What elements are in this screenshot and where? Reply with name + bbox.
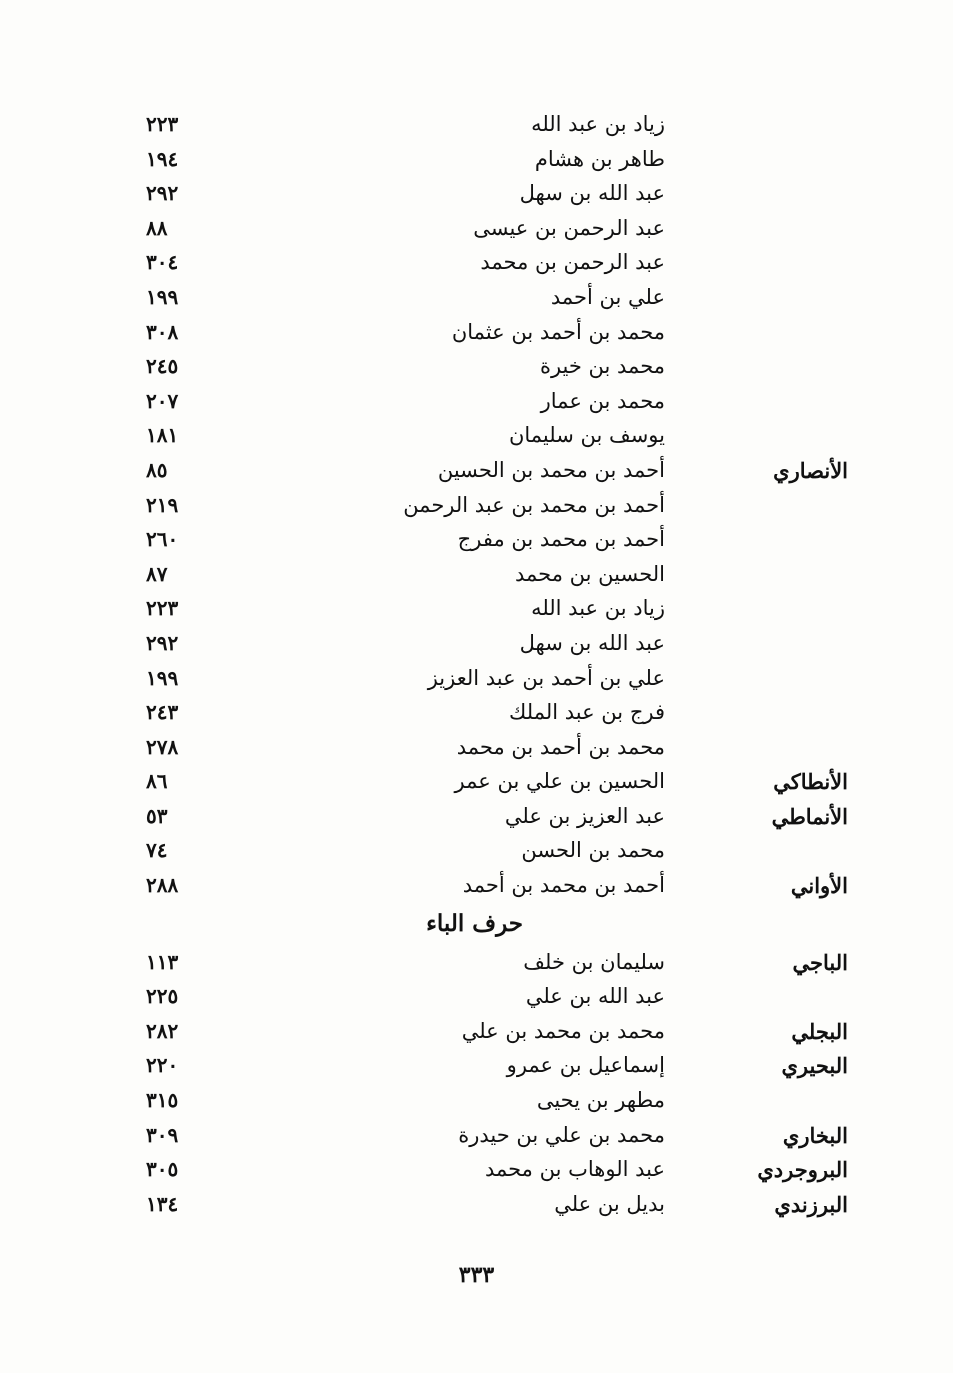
page-reference: ٢٢٣ (146, 112, 179, 136)
page-reference: ٢٧٨ (146, 734, 179, 759)
section-heading: حرف الباء (426, 909, 523, 937)
page-reference: ٢٦٠ (146, 527, 179, 552)
person-name: طاهر بن هشام (534, 146, 665, 171)
page-reference: ٣٠٥ (146, 1157, 179, 1182)
page-reference: ٢٢٥ (146, 984, 179, 1009)
page-reference: ١١٣ (146, 949, 179, 974)
page-reference: ٧٤ (146, 838, 168, 863)
person-name: علي بن أحمد بن عبد العزيز (427, 665, 665, 690)
page-reference: ٨٨ (146, 215, 168, 240)
page-reference: ٨٧ (146, 561, 168, 586)
index-entry (0, 108, 953, 143)
person-name: عبد الله بن سهل (519, 181, 665, 206)
person-name: أحمد بن محمد بن الحسين (437, 457, 665, 482)
index-entry (0, 316, 953, 351)
page-reference: ٣١٥ (146, 1088, 179, 1113)
person-name: زياد بن عبد الله (531, 596, 665, 621)
index-entry (0, 1084, 953, 1119)
page-reference: ١٩٤ (146, 146, 179, 171)
person-name: يوسف بن سليمان (508, 423, 665, 448)
page-reference: ٢٢٣ (146, 596, 179, 621)
index-entry (0, 946, 953, 981)
person-name: أحمد بن محمد بن أحمد (462, 873, 665, 898)
person-name: عبد الله بن علي (525, 984, 665, 1009)
page-number: ٣٣٣ (458, 1262, 495, 1288)
person-name: الحسين بن علي بن عمر (454, 769, 665, 794)
page-reference: ٣٠٤ (146, 250, 179, 275)
person-name: مطهر بن يحيى (536, 1088, 665, 1113)
index-entry (0, 177, 953, 212)
person-name: إسماعيل بن عمرو (506, 1053, 665, 1078)
page-reference: ٢٨٨ (146, 873, 179, 898)
index-entry (0, 523, 953, 558)
index-entry (0, 143, 953, 178)
person-name: محمد بن عمار (540, 388, 665, 413)
person-name: عبد الوهاب بن محمد (484, 1157, 665, 1182)
person-name: أحمد بن محمد بن عبد الرحمن (403, 492, 665, 517)
nisba-label: البخاري (782, 1122, 848, 1148)
index-entry (0, 1015, 953, 1050)
person-name: علي بن أحمد (550, 284, 665, 309)
nisba-label: الأنماطي (771, 803, 848, 829)
index-list (0, 108, 953, 1222)
index-entry (0, 1049, 953, 1084)
nisba-label: البروجردي (757, 1157, 848, 1183)
page-reference: ٢٢٠ (146, 1053, 179, 1078)
index-entry (0, 281, 953, 316)
index-entry (0, 662, 953, 697)
nisba-label: الأواني (790, 873, 848, 899)
index-entry (0, 627, 953, 662)
index-entry (0, 834, 953, 869)
person-name: عبد الرحمن بن محمد (480, 250, 665, 275)
index-entry (0, 558, 953, 593)
person-name: عبد الله بن سهل (519, 630, 665, 655)
index-entry (0, 980, 953, 1015)
person-name: محمد بن علي بن حيدرة (458, 1122, 665, 1147)
page-reference: ١٩٩ (146, 665, 179, 690)
index-entry (0, 869, 953, 904)
page-reference: ٨٥ (146, 457, 168, 482)
person-name: سليمان بن خلف (523, 949, 665, 974)
index-entry (0, 696, 953, 731)
page-reference: ١٩٩ (146, 284, 179, 309)
section-heading-row (0, 904, 953, 946)
nisba-label: البجلي (791, 1018, 848, 1044)
person-name: محمد بن أحمد بن محمد (456, 734, 665, 759)
page-reference: ٢١٩ (146, 492, 179, 517)
page-reference: ٥٣ (146, 803, 168, 828)
person-name: الحسين بن محمد (515, 561, 665, 586)
person-name: عبد العزيز بن علي (504, 803, 665, 828)
page-reference: ٢٤٥ (146, 354, 179, 379)
page-reference: ٢٨٢ (146, 1018, 179, 1043)
index-entry (0, 592, 953, 627)
page-reference: ٣٠٩ (146, 1122, 179, 1147)
person-name: محمد بن خيرة (539, 354, 665, 379)
person-name: فرج بن عبد الملك (509, 700, 665, 725)
person-name: محمد بن أحمد بن عثمان (451, 319, 665, 344)
nisba-label: الباجي (792, 949, 848, 975)
index-entry (0, 1119, 953, 1154)
person-name: محمد بن محمد بن علي (461, 1018, 665, 1043)
person-name: بديل بن علي (554, 1191, 665, 1216)
index-entry (0, 800, 953, 835)
page-reference: ٨٦ (146, 769, 168, 794)
nisba-label: الأنطاكي (773, 769, 848, 795)
nisba-label: الأنصاري (773, 457, 848, 483)
index-entry (0, 246, 953, 281)
person-name: محمد بن الحسن (521, 838, 665, 863)
page-reference: ١٣٤ (146, 1191, 179, 1216)
page-reference: ٢٠٧ (146, 388, 179, 413)
index-entry (0, 731, 953, 766)
index-entry (0, 385, 953, 420)
page-reference: ٢٤٣ (146, 700, 179, 725)
person-name: عبد الرحمن بن عيسى (473, 215, 665, 240)
index-entry (0, 419, 953, 454)
index-entry (0, 212, 953, 247)
index-entry (0, 454, 953, 489)
person-name: زياد بن عبد الله (531, 112, 665, 136)
page-reference: ٢٩٢ (146, 630, 179, 655)
person-name: أحمد بن محمد بن مفرج (457, 527, 665, 552)
page-reference: ١٨١ (146, 423, 179, 448)
index-entry (0, 1153, 953, 1188)
index-entry (0, 1188, 953, 1223)
index-entry (0, 765, 953, 800)
page-reference: ٣٠٨ (146, 319, 179, 344)
index-entry (0, 489, 953, 524)
nisba-label: البرزندي (774, 1191, 848, 1217)
nisba-label: البحيري (781, 1053, 848, 1079)
index-entry (0, 350, 953, 385)
page-reference: ٢٩٢ (146, 181, 179, 206)
